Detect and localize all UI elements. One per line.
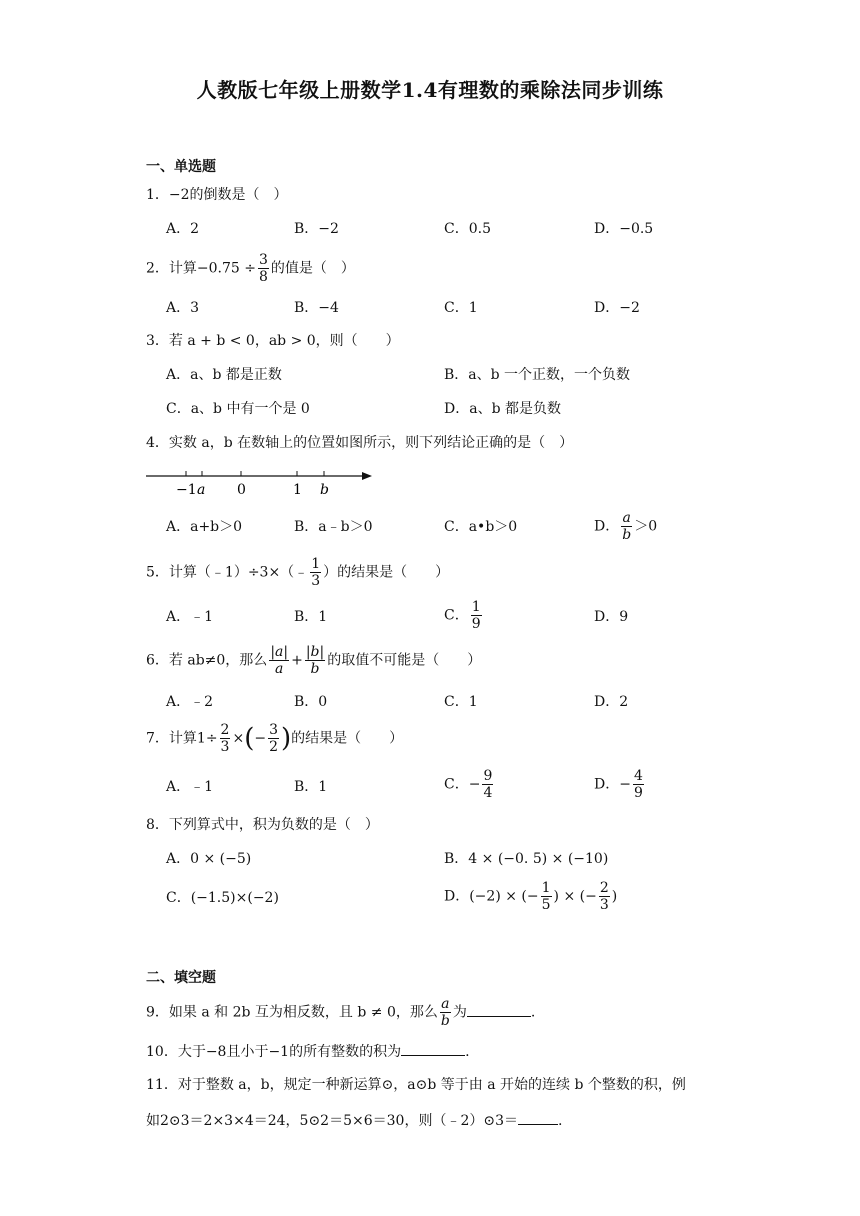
q7-minus: − bbox=[254, 730, 267, 747]
q4-d-fraction bbox=[621, 510, 632, 543]
q4-option-d bbox=[594, 510, 657, 543]
q9-text-b: 为 bbox=[452, 1004, 467, 1021]
q2-option-d: D．−2 bbox=[594, 300, 640, 316]
question-5-stem bbox=[146, 556, 449, 589]
q7-numerator-b: 3 bbox=[269, 722, 279, 738]
q5-fraction bbox=[310, 556, 321, 589]
q7-denominator-a: 3 bbox=[220, 739, 230, 756]
q1-option-b: B．−2 bbox=[294, 221, 339, 237]
q6-option-a: A．﹣2 bbox=[166, 694, 214, 710]
q11-answer-blank[interactable] bbox=[518, 1112, 558, 1125]
q2-option-c: C．1 bbox=[444, 300, 478, 316]
question-3-stem: 3．若 a + b < 0，ab > 0，则（ ） bbox=[146, 333, 400, 349]
q8-d-numerator-b: 2 bbox=[599, 880, 609, 896]
q5-c-denominator: 9 bbox=[471, 616, 481, 633]
question-1-stem bbox=[146, 188, 288, 202]
q5-option-d: D．9 bbox=[594, 609, 629, 625]
q9-denominator: b bbox=[440, 1013, 450, 1030]
q4-option-b: B．a﹣b＞0 bbox=[294, 519, 373, 535]
q10-text: 10．大于−8且小于−1的所有整数的积为 bbox=[146, 1044, 402, 1060]
q6-numerator-b: |b| bbox=[305, 644, 325, 660]
section-heading-fill: 二、填空题 bbox=[146, 970, 216, 986]
q2-numerator: 3 bbox=[259, 252, 268, 268]
q8-option-d bbox=[444, 880, 617, 913]
q4-d-tail: ＞0 bbox=[634, 518, 658, 535]
q6-fraction-b bbox=[305, 644, 325, 677]
q8-d-fraction-b bbox=[599, 880, 610, 913]
q1-number: 1． bbox=[146, 187, 169, 203]
q9-fraction bbox=[440, 996, 451, 1029]
question-11-line-2 bbox=[146, 1112, 562, 1128]
q6-numerator-a: |a| bbox=[270, 644, 289, 660]
q2-text-a: 2．计算−0.75 ÷ bbox=[146, 260, 256, 277]
q7-c-denominator: 4 bbox=[483, 785, 493, 802]
label-b: b bbox=[320, 482, 329, 498]
q7-c-fraction bbox=[482, 768, 493, 801]
q6-text-a: 6．若 ab≠0，那么 bbox=[146, 652, 268, 669]
q7-text-b: 的结果是（ ） bbox=[291, 730, 404, 747]
q7-d-fraction bbox=[633, 768, 644, 801]
q1-option-c: C．0.5 bbox=[444, 221, 491, 237]
q5-option-c bbox=[444, 599, 484, 632]
q5-c-label: C． bbox=[444, 607, 469, 624]
q8-d-text-b: ) × (− bbox=[553, 888, 597, 905]
q9-text-a: 9．如果 a 和 2b 互为相反数，且 b ≠ 0，那么 bbox=[146, 1004, 438, 1021]
q3-option-a: A．a、b 都是正数 bbox=[166, 367, 282, 383]
question-2-stem bbox=[146, 252, 355, 285]
q3-option-d: D．a、b 都是负数 bbox=[444, 401, 561, 417]
q7-d-denominator: 9 bbox=[633, 785, 643, 802]
q4-d-denominator: b bbox=[622, 527, 632, 544]
question-6-stem bbox=[146, 644, 481, 677]
q6-option-b: B．0 bbox=[294, 694, 328, 710]
q8-option-a: A．0 × (−5) bbox=[166, 851, 252, 867]
q2-text-b: 的值是（ ） bbox=[270, 260, 355, 277]
q9-numerator: a bbox=[441, 996, 450, 1012]
question-11-line-1: 11．对于整数 a，b，规定一种新运算⊙，a⊙b 等于由 a 开始的连续 b 个整数的积，例 bbox=[146, 1077, 686, 1093]
label-zero: 0 bbox=[237, 482, 246, 498]
q10-answer-blank[interactable] bbox=[401, 1043, 465, 1056]
q6-denominator-a: a bbox=[275, 661, 284, 678]
q3-option-c: C．a、b 中有一个是 0 bbox=[166, 401, 310, 417]
q7-c-numerator: 9 bbox=[483, 768, 493, 784]
q4-d-label: D． bbox=[594, 518, 620, 535]
q5-option-a: A．﹣1 bbox=[166, 609, 214, 625]
q7-option-a: A．﹣1 bbox=[166, 779, 214, 795]
q4-option-c: C．a•b＞0 bbox=[444, 519, 518, 535]
q5-denominator: 3 bbox=[311, 573, 321, 590]
q6-option-d: D．2 bbox=[594, 694, 629, 710]
q4-option-a: A．a+b＞0 bbox=[166, 519, 243, 535]
q7-d-numerator: 4 bbox=[633, 768, 643, 784]
number-line-arrow bbox=[362, 472, 372, 480]
q2-option-b: B．−4 bbox=[294, 300, 339, 316]
q7-denominator-b: 2 bbox=[269, 739, 279, 756]
q1-option-d: D．−0.5 bbox=[594, 221, 654, 237]
q7-times: × bbox=[232, 730, 245, 747]
q2-option-a: A．3 bbox=[166, 300, 200, 316]
question-10-stem bbox=[146, 1043, 470, 1059]
q8-d-text-c: ) bbox=[611, 888, 618, 905]
q11-text: 如2⊙3＝2×3×4＝24，5⊙2＝5×6＝30，则（﹣2）⊙3＝ bbox=[146, 1113, 518, 1129]
question-4-stem: 4．实数 a，b 在数轴上的位置如图所示，则下列结论正确的是（ ） bbox=[146, 435, 574, 451]
label-minus-one: −1 bbox=[176, 482, 197, 498]
q7-d-label: D．− bbox=[594, 776, 631, 793]
q2-denominator: 8 bbox=[259, 269, 268, 286]
q7-numerator-a: 2 bbox=[220, 722, 230, 738]
q5-text-b: ）的结果是（ ） bbox=[323, 564, 450, 581]
q7-close-paren: ) bbox=[281, 723, 292, 754]
q11-end: . bbox=[558, 1113, 563, 1129]
q7-option-b: B．1 bbox=[294, 779, 328, 795]
q2-fraction bbox=[258, 252, 269, 285]
q7-fraction-a bbox=[220, 722, 231, 755]
label-a: a bbox=[197, 482, 206, 498]
q5-option-b: B．1 bbox=[294, 609, 328, 625]
q7-open-paren: ( bbox=[244, 723, 255, 754]
q7-option-d bbox=[594, 768, 646, 801]
q7-fraction-b bbox=[268, 722, 279, 755]
q4-d-numerator: a bbox=[622, 510, 631, 526]
q6-option-c: C．1 bbox=[444, 694, 478, 710]
q6-plus: + bbox=[291, 652, 303, 669]
q8-option-b: B．4 × (−0. 5) × (−10) bbox=[444, 851, 609, 867]
label-one: 1 bbox=[293, 482, 302, 498]
number-line-figure bbox=[140, 464, 380, 500]
q8-d-text-a: D．(−2) × (− bbox=[444, 888, 539, 905]
q7-text-a: 7．计算1÷ bbox=[146, 730, 218, 747]
question-7-stem bbox=[146, 722, 403, 755]
q8-option-c: C．(−1.5)×(−2) bbox=[166, 890, 279, 906]
q8-d-fraction-a bbox=[541, 880, 552, 913]
q7-c-label: C．− bbox=[444, 776, 481, 793]
q8-d-denominator-b: 3 bbox=[599, 897, 609, 914]
q1-option-a: A．2 bbox=[166, 221, 200, 237]
q1-text: −2的倒数是（ ） bbox=[168, 187, 288, 203]
q5-text-a: 5．计算（﹣1）÷3×（﹣ bbox=[146, 564, 309, 581]
q6-fraction-a bbox=[269, 644, 289, 677]
question-8-stem: 8．下列算式中，积为负数的是（ ） bbox=[146, 817, 379, 833]
q5-c-fraction bbox=[471, 599, 482, 632]
q10-end: . bbox=[465, 1044, 470, 1060]
q3-option-b: B．a、b 一个正数，一个负数 bbox=[444, 367, 631, 383]
q6-denominator-b: b bbox=[310, 661, 320, 678]
page-title: 人教版七年级上册数学1.4有理数的乘除法同步训练 bbox=[196, 78, 664, 102]
q9-end: . bbox=[530, 1004, 536, 1021]
q8-d-numerator-a: 1 bbox=[541, 880, 551, 896]
section-heading-choice: 一、单选题 bbox=[146, 159, 216, 175]
q9-answer-blank[interactable] bbox=[467, 1004, 531, 1017]
q5-numerator: 1 bbox=[311, 556, 321, 572]
q6-text-b: 的取值不可能是（ ） bbox=[327, 652, 482, 669]
q5-c-numerator: 1 bbox=[471, 599, 481, 615]
q8-d-denominator-a: 5 bbox=[541, 897, 551, 914]
question-9-stem bbox=[146, 996, 535, 1029]
q7-option-c bbox=[444, 768, 495, 801]
